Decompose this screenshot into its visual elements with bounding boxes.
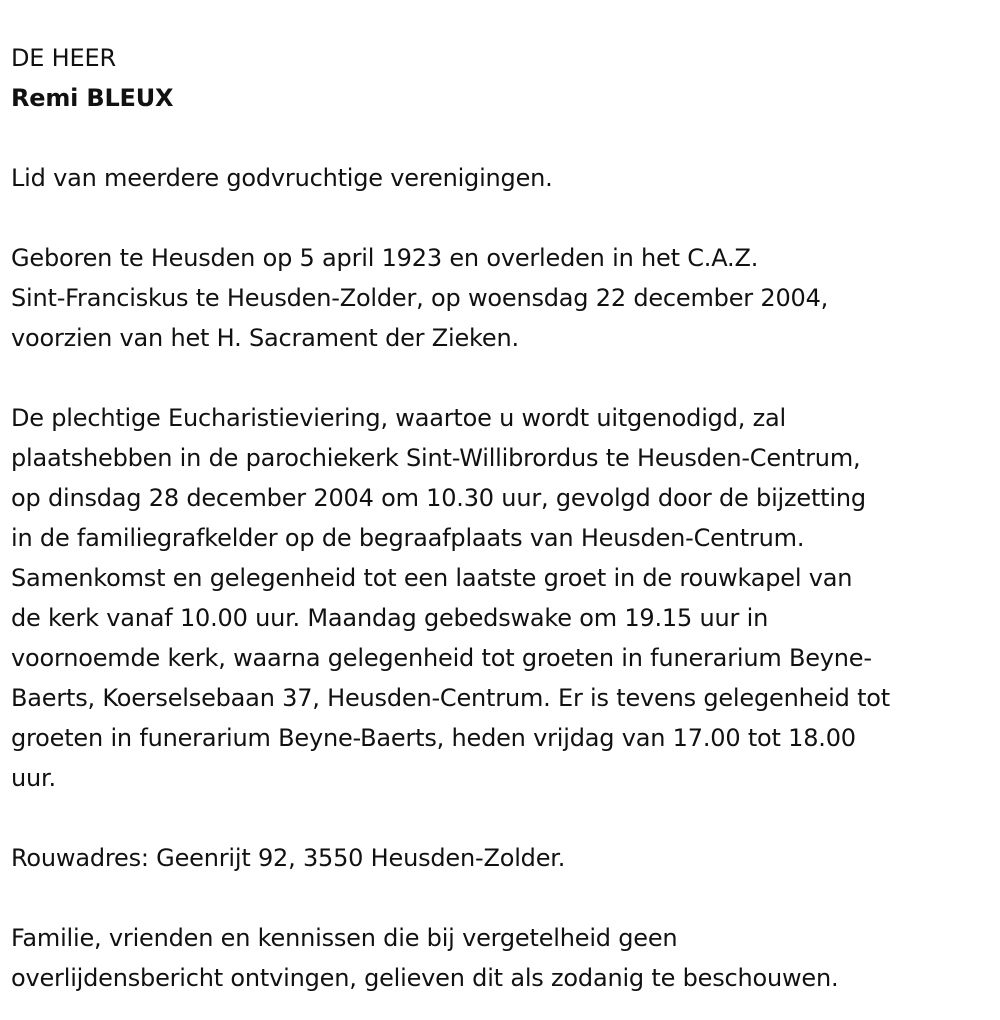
ceremony-paragraph <box>11 398 996 798</box>
spacer <box>11 358 996 398</box>
paragraph-line: op dinsdag 28 december 2004 om 10.30 uur, gevolgd door de bijzetting <box>11 484 866 512</box>
deceased-name: Remi BLEUX <box>11 84 174 112</box>
membership-text: Lid van meerdere godvruchtige verenigingen. <box>11 164 553 192</box>
closing-paragraph <box>11 918 996 998</box>
spacer <box>11 118 996 158</box>
spacer <box>11 198 996 238</box>
paragraph-line: Baerts, Koerselsebaan 37, Heusden-Centrum. Er is tevens gelegenheid tot <box>11 684 890 712</box>
spacer <box>11 878 996 918</box>
paragraph-line: Geboren te Heusden op 5 april 1923 en overleden in het C.A.Z. <box>11 244 759 272</box>
paragraph-line: in de familiegrafkelder op de begraafplaats van Heusden-Centrum. <box>11 524 805 552</box>
paragraph-line: voornoemde kerk, waarna gelegenheid tot groeten in funerarium Beyne- <box>11 644 872 672</box>
paragraph-line: De plechtige Eucharistieviering, waartoe u wordt uitgenodigd, zal <box>11 404 786 432</box>
paragraph-line: Samenkomst en gelegenheid tot een laatste groet in de rouwkapel van <box>11 564 853 592</box>
paragraph-line: plaatshebben in de parochiekerk Sint-Willibrordus te Heusden-Centrum, <box>11 444 861 472</box>
paragraph-line: de kerk vanaf 10.00 uur. Maandag gebedswake om 19.15 uur in <box>11 604 769 632</box>
paragraph-line: uur. <box>11 764 56 792</box>
spacer <box>11 798 996 838</box>
mourning-address: Rouwadres: Geenrijt 92, 3550 Heusden-Zolder. <box>11 844 566 872</box>
death-notice <box>11 38 996 998</box>
paragraph-line: groeten in funerarium Beyne-Baerts, heden vrijdag van 17.00 tot 18.00 <box>11 724 856 752</box>
paragraph-line: Sint-Franciskus te Heusden-Zolder, op woensdag 22 december 2004, <box>11 284 829 312</box>
paragraph-line: Familie, vrienden en kennissen die bij vergetelheid geen <box>11 924 678 952</box>
birth-death-paragraph <box>11 238 996 358</box>
paragraph-line: voorzien van het H. Sacrament der Zieken. <box>11 324 519 352</box>
paragraph-line: overlijdensbericht ontvingen, gelieven dit als zodanig te beschouwen. <box>11 964 839 992</box>
salutation: DE HEER <box>11 44 116 72</box>
